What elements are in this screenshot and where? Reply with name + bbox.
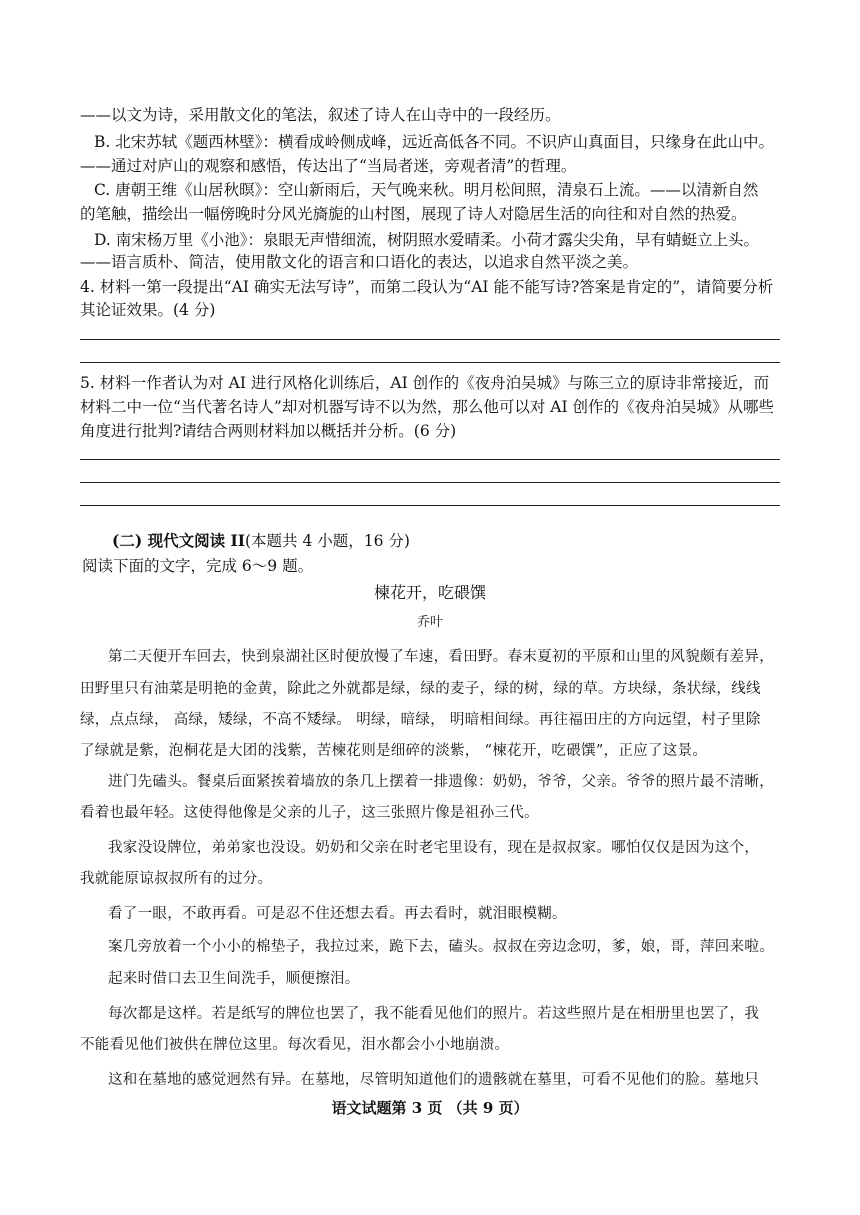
passage-line: 看着也最年轻。这使得他像是父亲的儿子，这三张照片像是祖孙三代。 [80, 805, 539, 821]
option-c: C. 唐朝王维《山居秋暝》：空山新雨后，天气晚来秋。明月松间照，清泉石上流。——以清新自然 [94, 181, 759, 199]
passage-line: 第二天便开车回去，快到泉湖社区时便放慢了车速，看田野。春末夏初的平原和山里的风貌颇有差异， [108, 649, 774, 665]
passage-line: 田野里只有油菜是明艳的金黄，除此之外就都是绿，绿的麦子，绿的树，绿的草。方块绿，条状绿，线线 [80, 681, 761, 697]
passage-line: 这和在墓地的感觉迥然有异。在墓地，尽管明知道他们的遗骸就在墓里，可看不见他们的脸。墓地只 [108, 1072, 760, 1088]
question-5-line-2: 材料二中一位“当代著名诗人”却对机器写诗不以为然，那么他可以对 AI 创作的《夜舟泊吴城》从哪些 [80, 398, 775, 416]
page-footer: 语文试题第 3 页 （共 9 页） [331, 1099, 529, 1117]
question-4-line-2: 其论证效果。(4 分) [80, 301, 216, 319]
option-b-continuation: ——通过对庐山的观察和感悟，传达出了“当局者迷，旁观者清”的哲理。 [80, 157, 577, 175]
option-a-continuation: ——以文为诗，采用散文化的笔法，叙述了诗人在山寺中的一段经历。 [80, 106, 561, 124]
question-5-line-3: 角度进行批判?请结合两则材料加以概括并分析。(6 分) [80, 422, 457, 440]
passage-line: 了绿就是紫，泡桐花是大团的浅紫，苦楝花则是细碎的淡紫， “楝花开，吃碨馔”，正应了这景。 [80, 743, 708, 759]
option-b: B. 北宋苏轼《题西林壁》：横看成岭侧成峰，远近高低各不同。不识庐山真面目，只缘身在此山中。 [94, 133, 774, 151]
option-d: D. 南宋杨万里《小池》：泉眼无声惜细流，树阴照水爱晴柔。小荷才露尖尖角，早有蜻蜓立上头。 [94, 231, 759, 249]
article-title: 楝花开，吃碨馔 [373, 583, 486, 602]
answer-line[interactable] [80, 362, 780, 363]
question-5-line-1: 5. 材料一作者认为对 AI 进行风格化训练后，AI 创作的《夜舟泊吴城》与陈三立的原诗非常接近，而 [80, 374, 770, 392]
option-d-continuation: ——语言质朴、简洁，使用散文化的语言和口语化的表达，以追求自然平淡之美。 [80, 253, 639, 271]
article-author: 乔叶 [416, 615, 443, 630]
passage-line: 案几旁放着一个小小的棉垫子，我拉过来，跪下去，磕头。叔叔在旁边念叨，爹，娘，哥，萍回来啦。 [108, 939, 774, 955]
passage-line: 每次都是这样。若是纸写的牌位也罢了，我不能看见他们的照片。若这些照片是在相册里也罢了，我 [108, 1006, 760, 1022]
passage-line: 看了一眼，不敢再看。可是忍不住还想去看。再去看时，就泪眼模糊。 [108, 906, 567, 922]
passage-line: 我就能原谅叔叔所有的过分。 [80, 871, 273, 887]
section-heading [112, 530, 410, 552]
passage-line: 进门先磕头。餐桌后面紧挨着墙放的条几上摆着一排遗像：奶奶，爷爷，父亲。爷爷的照片最不清晰， [108, 774, 774, 790]
passage-line: 绿，点点绿， 高绿，矮绿，不高不矮绿。 明绿，暗绿， 明暗相间绿。再往福田庄的方向远望，村子里除 [80, 712, 761, 728]
passage-line: 起来时借口去卫生间洗手，顺便擦泪。 [108, 971, 360, 987]
passage-line: 我家没设牌位，弟弟家也没设。奶奶和父亲在时老宅里设有，现在是叔叔家。哪怕仅仅是因为这个， [108, 840, 760, 856]
answer-line[interactable] [80, 505, 780, 506]
answer-line[interactable] [80, 459, 780, 460]
section-heading-note: (本题共 4 小题，16 分) [244, 532, 410, 550]
passage-line: 不能看见他们被供在牌位这里。每次看见，泪水都会小小地崩溃。 [80, 1037, 510, 1053]
question-4-line-1: 4. 材料一第一段提出“AI 确实无法写诗”，而第二段认为“AI 能不能写诗?答案是肯定的”，请简要分析 [80, 278, 774, 296]
reading-instruction: 阅读下面的文字，完成 6～9 题。 [82, 557, 314, 575]
option-c-continuation: 的笔触，描绘出一幅傍晚时分风光旖旎的山村图，展现了诗人对隐居生活的向往和对自然的热爱。 [80, 205, 747, 223]
section-heading-title: (二) 现代文阅读 II [112, 531, 245, 550]
answer-line[interactable] [80, 482, 780, 483]
answer-line[interactable] [80, 339, 780, 340]
